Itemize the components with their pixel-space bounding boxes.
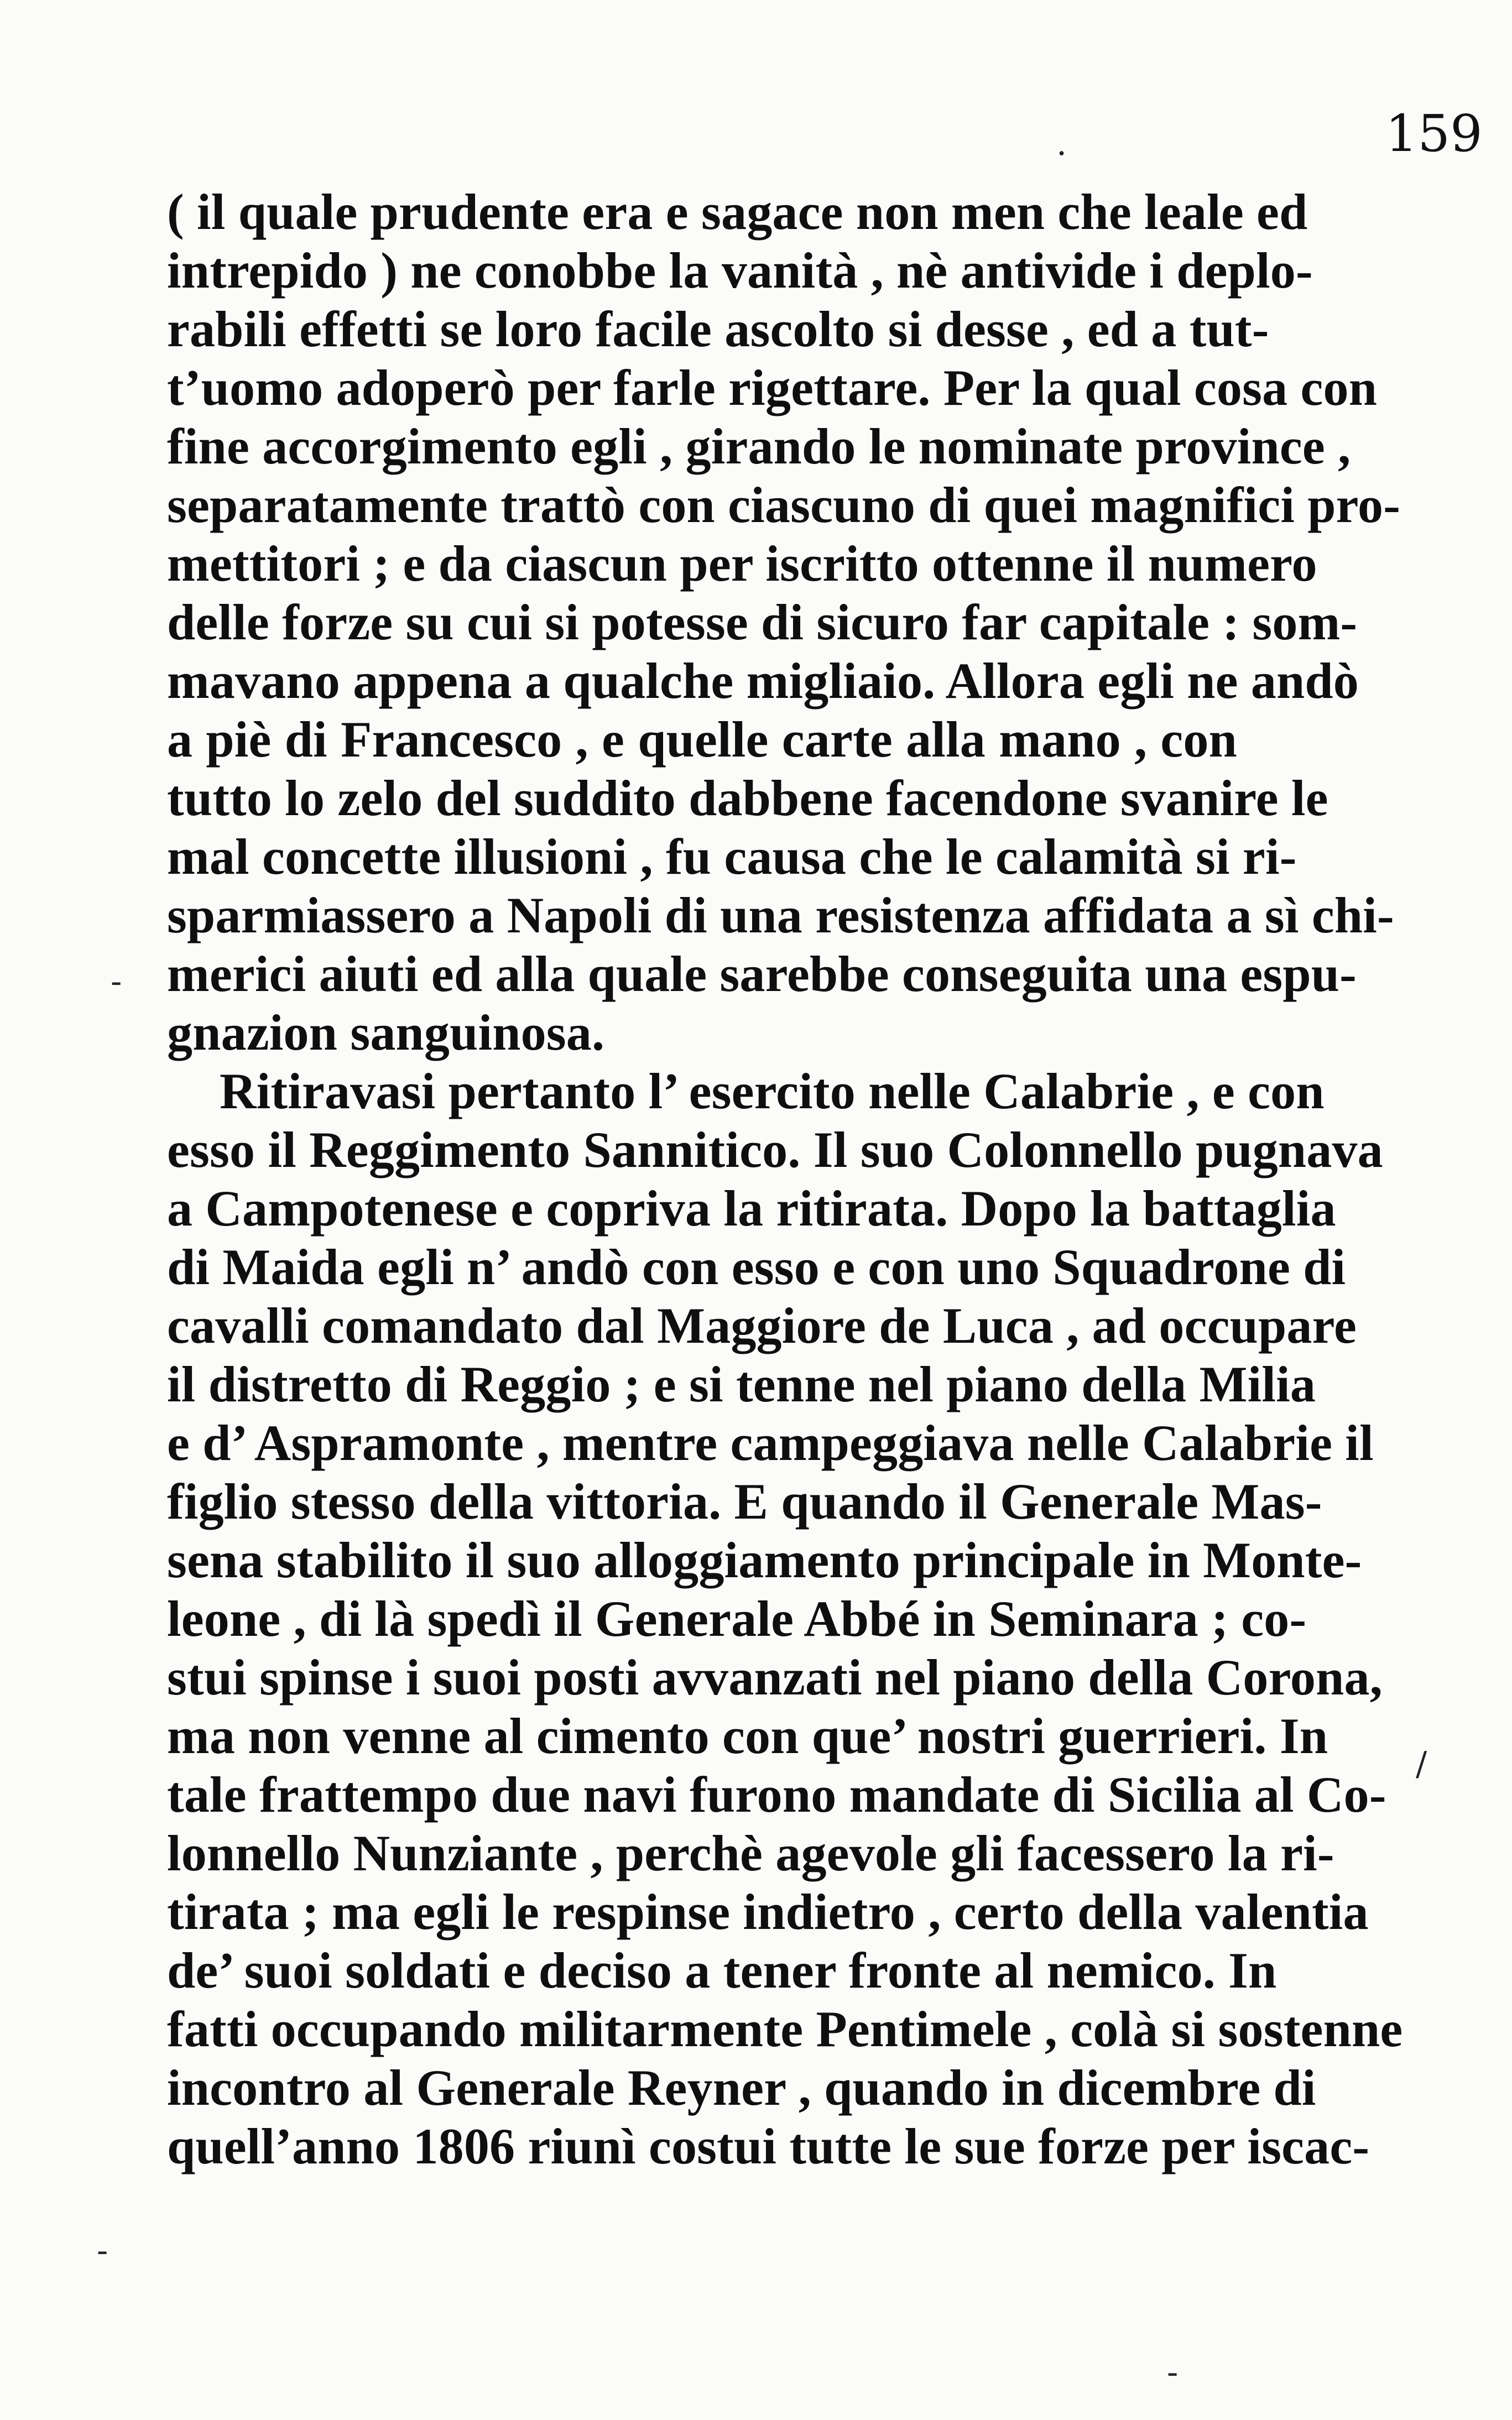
text-line: mettitori ; e da ciascun per iscritto ottenne il numero	[167, 535, 1317, 592]
text-line: cavalli comandato dal Maggiore de Luca , ad occupare	[167, 1297, 1357, 1354]
text-line: mavano appena a qualche migliaio. Allora egli ne andò	[167, 653, 1359, 709]
text-line: mal concette illusioni , fu causa che le calamità si ri-	[167, 828, 1297, 885]
text-line: merici aiuti ed alla quale sarebbe conseguita una espu-	[167, 946, 1357, 1002]
scan-speck: -	[111, 962, 122, 1001]
text-line: intrepido ) ne conobbe la vanità , nè antivide i deplo-	[167, 242, 1313, 299]
text-line: delle forze su cui si potesse di sicuro far capitale : som-	[167, 594, 1358, 650]
text-line: a piè di Francesco , e quelle carte alla mano , con	[167, 711, 1237, 768]
text-line: t’uomo adoperò per farle rigettare. Per la qual cosa con	[167, 359, 1378, 416]
text-line: de’ suoi soldati e deciso a tener fronte al nemico. In	[167, 1942, 1277, 1999]
body-text	[167, 182, 1403, 2176]
text-line: di Maida egli n’ andò con esso e con uno Squadrone di	[167, 1239, 1346, 1295]
text-line: lonnello Nunziante , perchè agevole gli facessero la ri-	[167, 1825, 1334, 1881]
text-line: stui spinse i suoi posti avvanzati nel piano della Corona,	[167, 1649, 1383, 1706]
text-line: separatamente trattò con ciascuno di quei magnifici pro-	[167, 477, 1401, 533]
scan-speck: .	[1056, 124, 1067, 163]
text-line: esso il Reggimento Sannitico. Il suo Colonnello pugnava	[167, 1122, 1383, 1178]
paragraph-start-line: Ritiravasi pertanto l’ esercito nelle Calabrie , e con	[220, 1063, 1325, 1119]
text-line: ma non venne al cimento con que’ nostri guerrieri. In	[167, 1708, 1328, 1764]
text-line: sparmiassero a Napoli di una resistenza affidata a sì chi-	[167, 887, 1394, 943]
text-line: tale frattempo due navi furono mandate di Sicilia al Co-	[167, 1766, 1386, 1823]
scan-speck: -	[97, 2231, 108, 2270]
scan-speck: /	[1416, 1745, 1427, 1783]
text-line: tirata ; ma egli le respinse indietro , certo della valentia	[167, 1884, 1369, 1940]
text-line: a Campotenese e copriva la ritirata. Dopo la battaglia	[167, 1180, 1336, 1237]
text-line: fatti occupando militarmente Pentimele , colà si sostenne	[167, 2001, 1403, 2057]
text-line: quell’anno 1806 riunì costui tutte le sue forze per iscac-	[167, 2118, 1370, 2174]
text-line: ( il quale prudente era e sagace non men che leale ed	[167, 184, 1308, 240]
scan-speck: -	[1167, 2353, 1179, 2392]
text-line: il distretto di Reggio ; e si tenne nel piano della Milia	[167, 1356, 1316, 1412]
text-line: leone , di là spedì il Generale Abbé in Seminara ; co-	[167, 1590, 1307, 1647]
text-line: fine accorgimento egli , girando le nominate province ,	[167, 418, 1351, 474]
text-line: rabili effetti se loro facile ascolto si desse , ed a tut-	[167, 301, 1269, 357]
text-line: sena stabilito il suo alloggiamento principale in Monte-	[167, 1532, 1362, 1588]
text-line: tutto lo zelo del suddito dabbene facendone svanire le	[167, 770, 1328, 826]
text-line: figlio stesso della vittoria. E quando il Generale Mas-	[167, 1473, 1322, 1530]
text-line: gnazion sanguinosa.	[167, 1004, 605, 1061]
text-line: e d’ Aspramonte , mentre campeggiava nelle Calabrie il	[167, 1415, 1374, 1471]
text-line: incontro al Generale Reyner , quando in dicembre di	[167, 2059, 1316, 2116]
page-number: 159	[1385, 104, 1483, 163]
